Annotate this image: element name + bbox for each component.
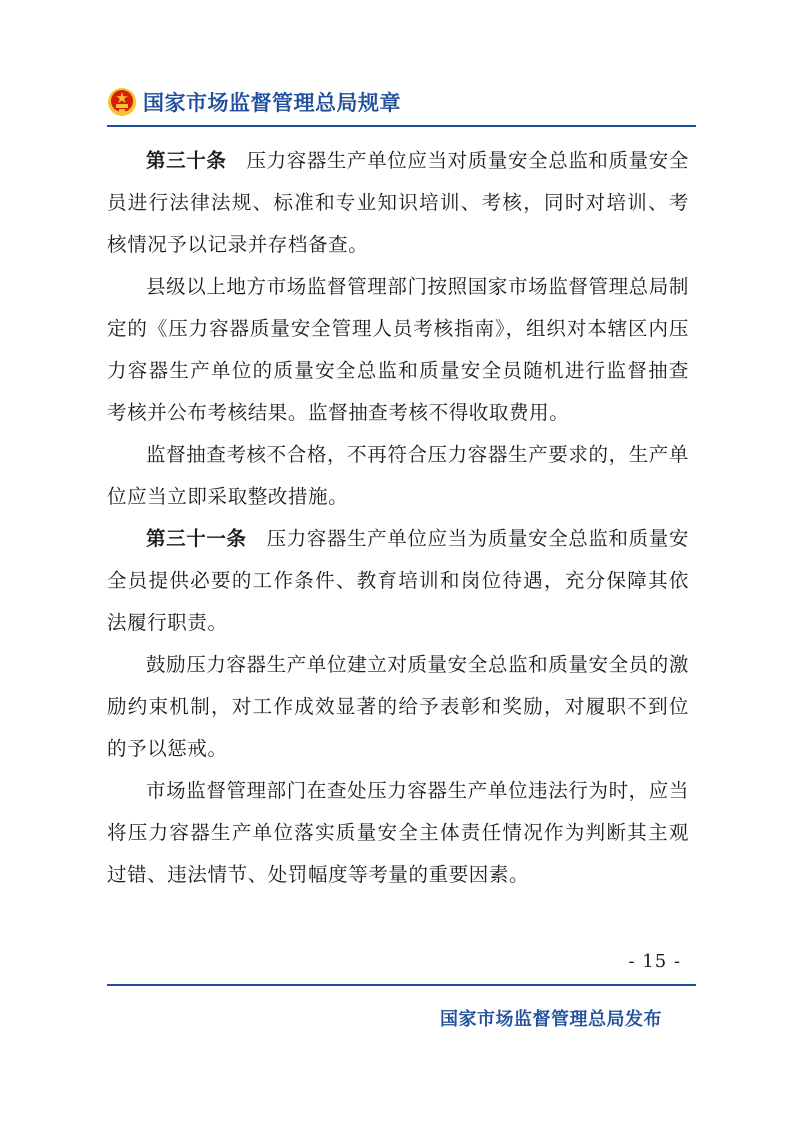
article-31-paragraph-1 <box>107 518 689 644</box>
article-30-paragraph-3: 监督抽查考核不合格，不再符合压力容器生产要求的，生产单位应当立即采取整改措施。 <box>107 443 689 508</box>
document-body <box>107 140 689 896</box>
header-divider <box>107 125 696 127</box>
footer-publisher: 国家市场监督管理总局发布 <box>440 1009 662 1030</box>
article-30-title: 第三十条 <box>146 149 227 172</box>
page-header <box>107 82 401 122</box>
footer-divider <box>107 984 696 986</box>
article-30-text-1: 压力容器生产单位应当对质量安全总监和质量安全员进行法律法规、标准和专业知识培训、考核，同时对培训、考核情况予以记录并存档备查。 <box>107 149 689 256</box>
page-number: - 15 - <box>628 951 681 972</box>
article-31-paragraph-2: 鼓励压力容器生产单位建立对质量安全总监和质量安全员的激励约束机制，对工作成效显著的给予表彰和奖励，对履职不到位的予以惩戒。 <box>107 653 689 760</box>
national-emblem-icon <box>107 87 137 117</box>
article-30-paragraph-1 <box>107 140 689 266</box>
article-31-paragraph-3: 市场监督管理部门在查处压力容器生产单位违法行为时，应当将压力容器生产单位落实质量安全主体责任情况作为判断其主观过错、违法情节、处罚幅度等考量的重要因素。 <box>107 779 689 886</box>
article-31-title: 第三十一条 <box>146 527 247 550</box>
article-30-paragraph-2: 县级以上地方市场监督管理部门按照国家市场监督管理总局制定的《压力容器质量安全管理人员考核指南》，组织对本辖区内压力容器生产单位的质量安全总监和质量安全员随机进行监督抽查考核并公布考核结果。监督抽查考核不得收取费用。 <box>107 275 689 424</box>
header-title: 国家市场监督管理总局规章 <box>143 91 401 115</box>
article-31-text-1: 压力容器生产单位应当为质量安全总监和质量安全员提供必要的工作条件、教育培训和岗位待遇，充分保障其依法履行职责。 <box>107 527 689 634</box>
